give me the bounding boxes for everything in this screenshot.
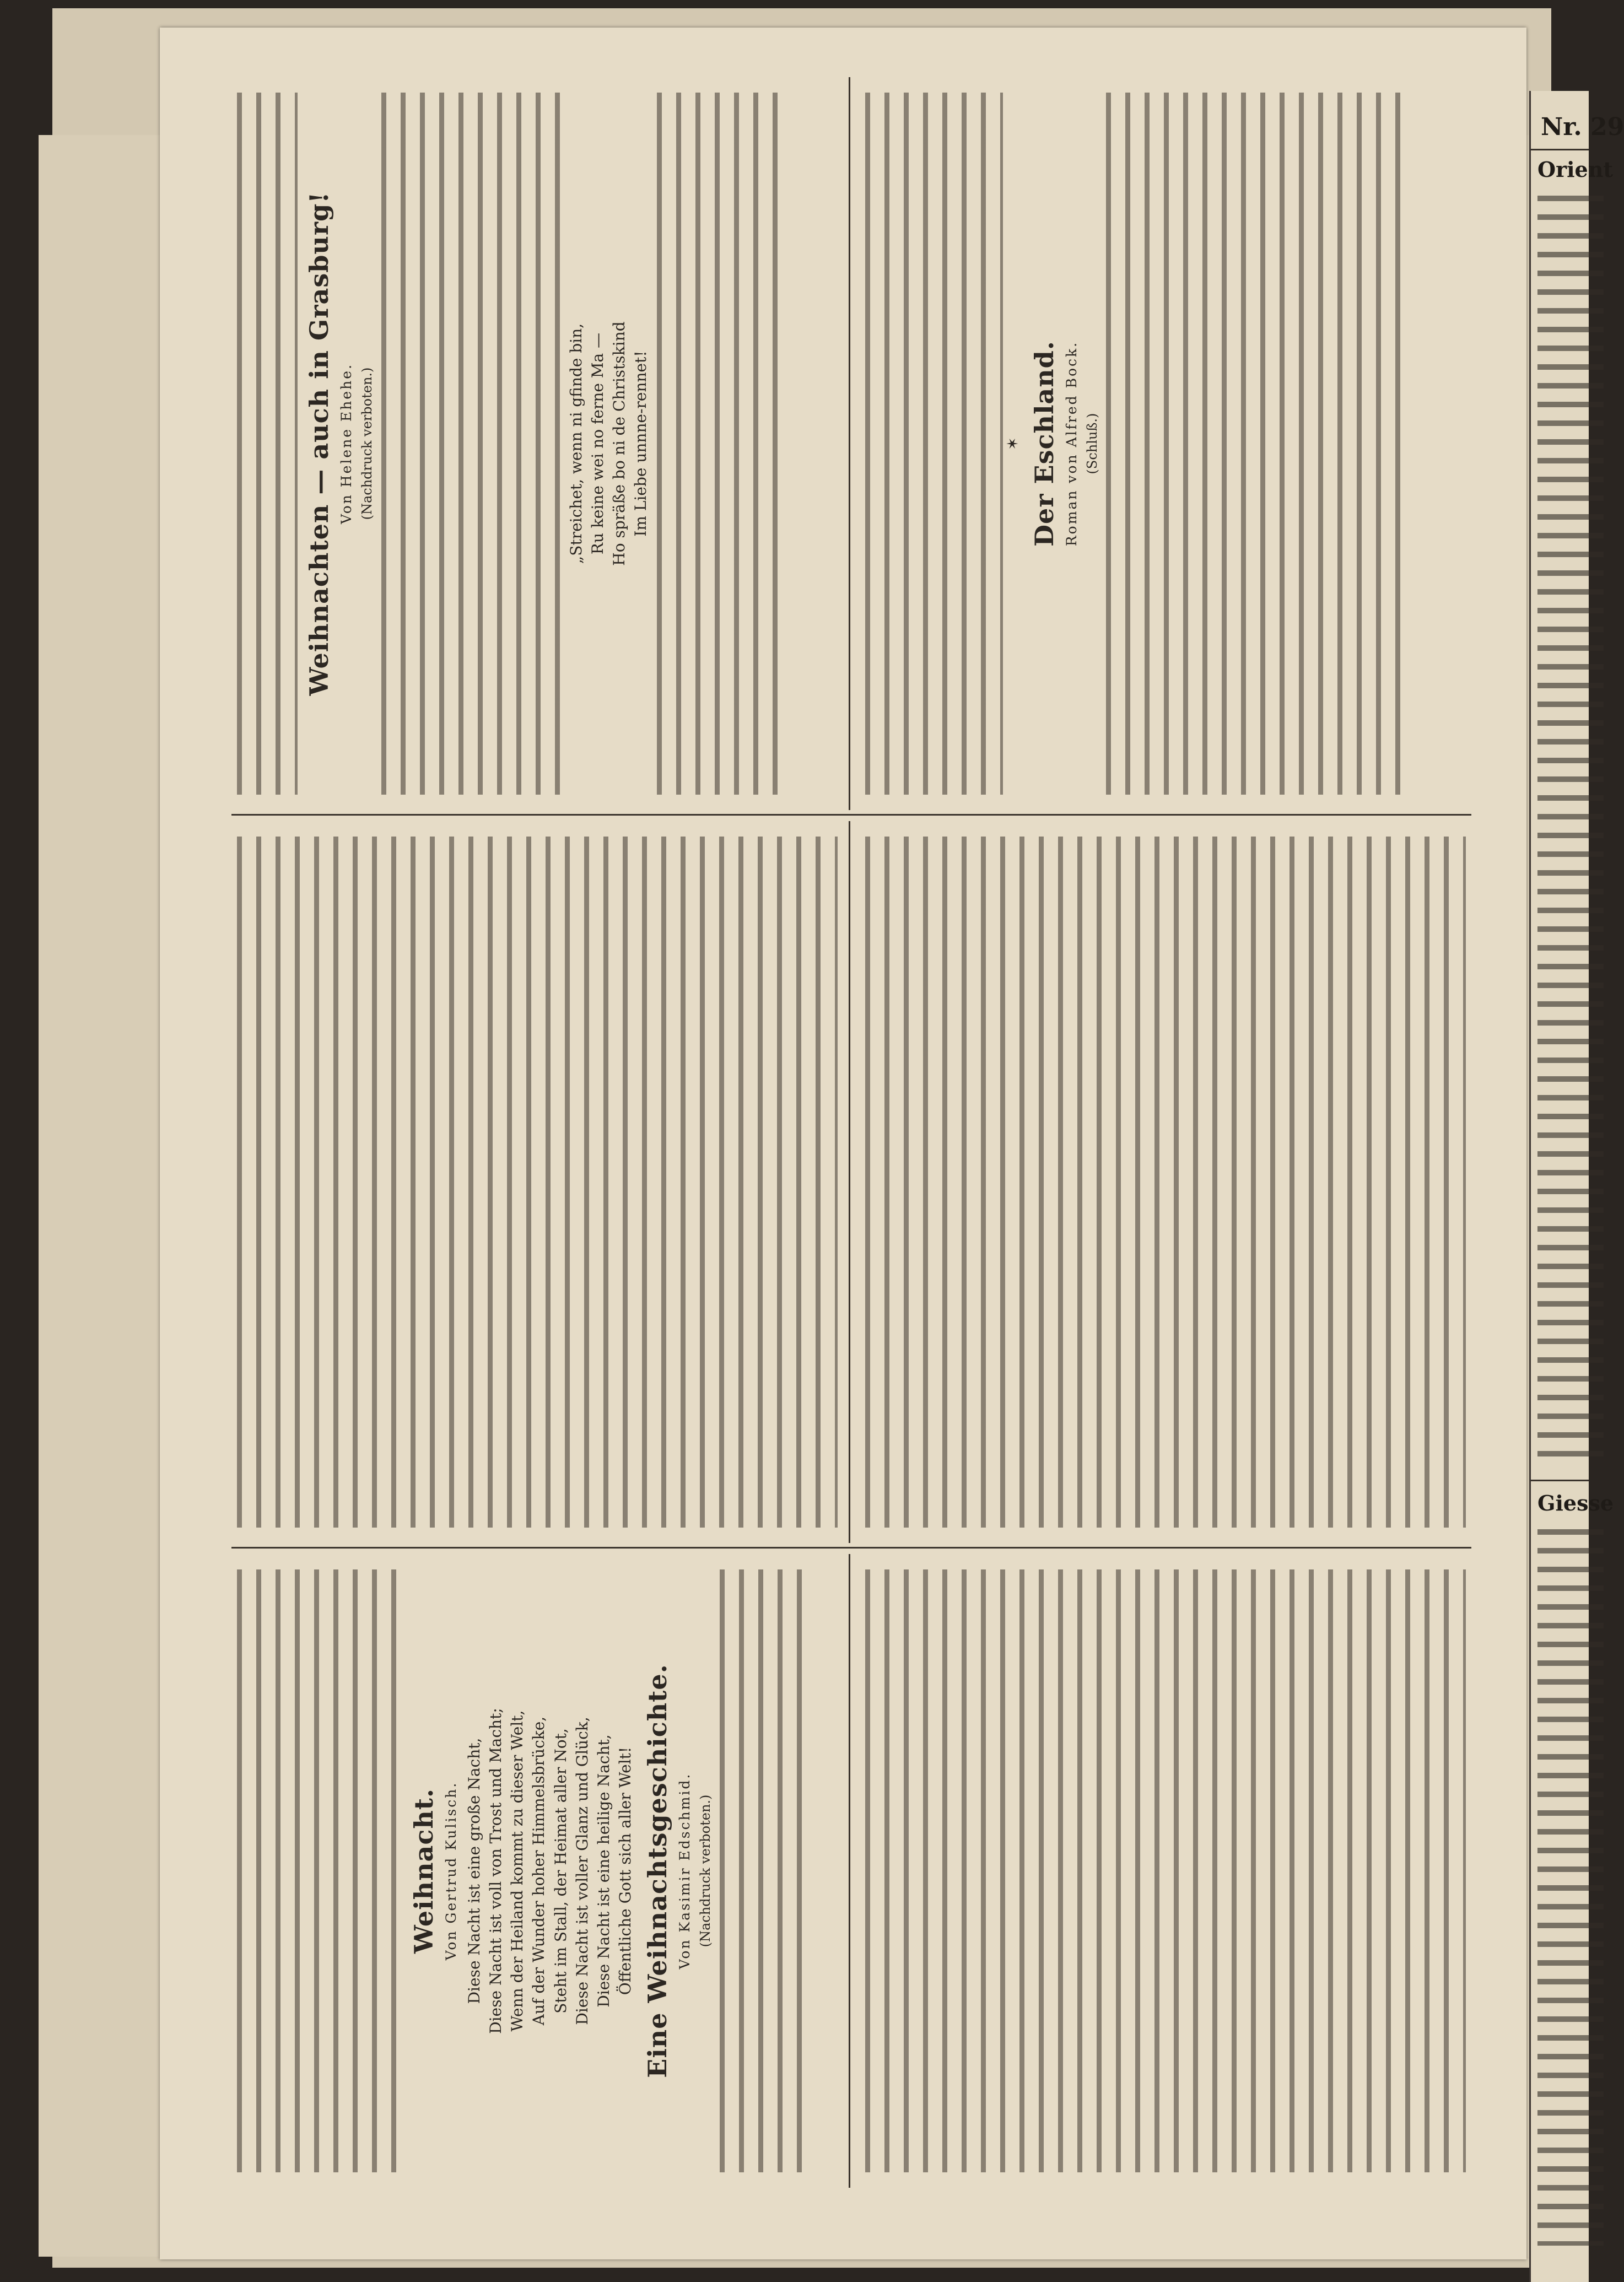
text-block (1106, 93, 1415, 795)
grassburg-poem (565, 93, 652, 795)
column-group-left (231, 1554, 1471, 2188)
weihnacht-article (231, 1554, 843, 2188)
section-rule (1531, 1480, 1589, 1481)
rotated-page-content (193, 72, 1504, 2210)
poem-line: Auf der Wunder hoher Himmelsbrücke, (530, 1716, 548, 2026)
article-byline: Roman von Alfred Bock. (1063, 341, 1080, 547)
column-rule (849, 77, 850, 810)
article-title: Eine Weihnachtsgeschichte. (643, 1664, 673, 2078)
article-note: (Nachdruck verboten.) (359, 367, 375, 520)
newspaper-page (160, 28, 1526, 2259)
column-rule (849, 821, 850, 1543)
column-group-right (231, 77, 1471, 810)
text-block (865, 837, 1466, 1528)
article-byline: Von Kasimir Edschmid. (677, 1772, 693, 1970)
eschland-article (860, 77, 1471, 810)
poem-line: Diese Nacht ist voll von Trost und Macht; (487, 1708, 505, 2034)
weihnachtsgeschichte-continued (860, 1554, 1471, 2188)
poem-line: Diese Nacht ist eine große Nacht, (465, 1738, 483, 2004)
column-group-middle (231, 821, 1471, 1543)
text-block (1537, 1529, 1604, 2246)
article-title: Weihnacht. (409, 1788, 439, 1954)
text-block (865, 93, 1003, 795)
poem-line: Diese Nacht ist eine heilige Nacht, (595, 1734, 613, 2008)
text-block (237, 1569, 402, 2172)
grassburg-article (231, 77, 843, 810)
text-block (381, 93, 563, 795)
poem-line: „Streichet, wenn ni gfinde bin, (566, 323, 585, 564)
poem-line: Diese Nacht ist voller Glanz und Glück, (573, 1717, 591, 2025)
section-heading: Giesse (1537, 1491, 1614, 1515)
column-rule (849, 1554, 850, 2188)
poem-line: Wenn der Heiland kommt zu dieser Welt, (508, 1710, 527, 2032)
column-divider (231, 1547, 1471, 1549)
poem-line: Öffentliche Gott sich aller Welt! (616, 1746, 635, 1995)
poem-line: Ho spräße bo ni de Christskind (609, 321, 628, 566)
poem-line: Im Liebe unnne-rennet! (632, 350, 650, 537)
article-note: (Nachdruck verboten.) (698, 1794, 714, 1947)
article-note: (Schluß.) (1084, 413, 1100, 474)
text-block (720, 1569, 808, 2172)
text-block (237, 93, 298, 795)
header-rule (1531, 149, 1589, 150)
column-divider (231, 814, 1471, 816)
poem-line: Ru keine wei no ferne Ma — (588, 332, 607, 555)
poem-line: Steht im Stall, der Heimat aller Not, (551, 1728, 570, 2014)
weihnacht-poem (463, 1569, 636, 2172)
text-block (865, 1569, 1466, 2172)
text-block (237, 837, 838, 1528)
article-title: Weihnachten — auch in Grasburg! (304, 191, 334, 696)
weihnachtsgeschichte-end (860, 821, 1471, 1543)
article-byline: Von Helene Ehehe. (338, 363, 354, 525)
page-number: Nr. 29 (1541, 113, 1624, 141)
text-block (1537, 196, 1604, 1469)
grassburg-start (231, 821, 843, 1543)
section-heading: Orient (1537, 157, 1613, 182)
article-byline: Von Gertrud Kulisch. (443, 1781, 459, 1961)
star-ornament-icon: ✶ (1003, 437, 1022, 450)
text-block (657, 93, 784, 795)
adjacent-page-strip (1529, 91, 1624, 2282)
article-title: Der Eschland. (1029, 341, 1059, 547)
